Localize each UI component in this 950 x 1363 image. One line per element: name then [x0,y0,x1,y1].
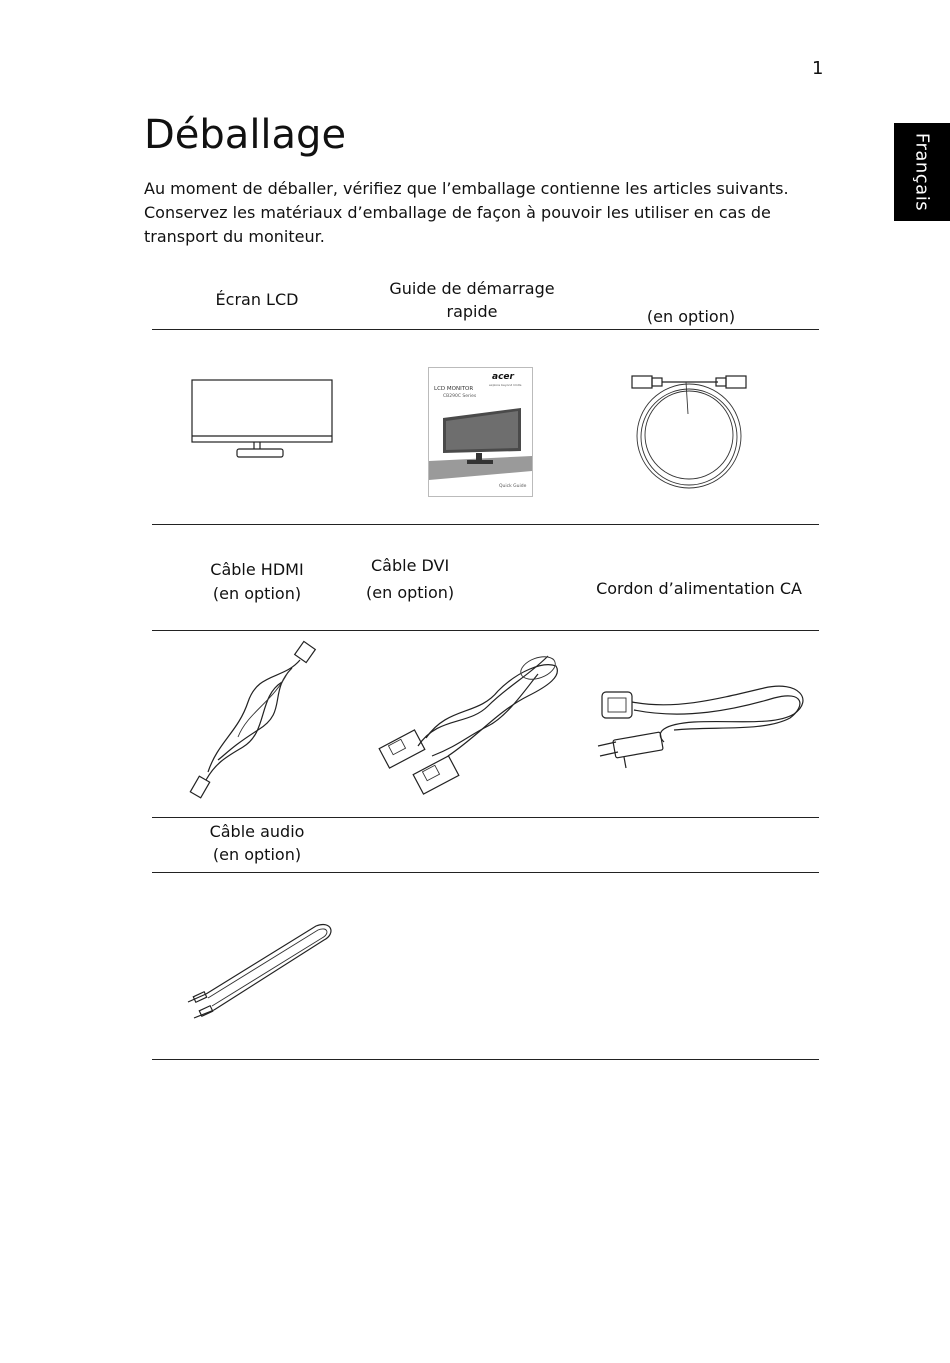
guide-footer: Quick Guide [499,484,527,489]
page-number: 1 [812,58,824,79]
hdmi-cable-illustration [188,642,320,800]
intro-paragraph: Au moment de déballer, vérifiez que l’emballage contienne les articles suivants. Conservez les matériaux d’emballage de façon à pouvoir les utiliser en cas de transport du moniteur. [144,179,789,246]
guide-series-name: CB290C Series [443,394,477,399]
dvi-label-line2: (en option) [366,583,455,602]
acer-logo: acer [492,372,514,382]
language-tab-label: Français [911,132,933,212]
guide-product-name: LCD MONITOR [434,386,474,392]
table-rule [152,817,819,818]
page-title: Déballage [144,112,347,158]
audio-label-line2: (en option) [212,845,302,864]
dvi-cable-illustration [378,646,562,798]
power-cord-illustration [594,680,814,774]
usb-label: (en option) [646,307,736,326]
guide-label [362,277,582,323]
audio-label-line1: Câble audio [209,822,305,841]
guide-label-line2: rapide [446,302,498,321]
hdmi-label [182,558,332,605]
lcd-label: Écran LCD [215,290,299,309]
guide-monitor-photo [429,368,532,496]
audio-label [182,820,332,866]
table-rule [152,872,819,873]
hdmi-label-line2: (en option) [212,584,302,603]
power-cord-label: Cordon d’alimentation CA [596,579,802,598]
guide-label-line1: Guide de démarrage [389,279,555,298]
dvi-label-line1: Câble DVI [371,556,450,575]
acer-tagline: explore beyond limits [489,383,522,387]
table-rule [152,524,819,525]
dvi-label [352,554,472,604]
hdmi-label-line1: Câble HDMI [210,560,304,579]
table-rule [152,329,819,330]
language-tab [894,123,950,221]
audio-cable-illustration [184,922,336,1022]
table-rule [152,630,819,631]
usb-cable-illustration [628,370,750,494]
table-rule [152,1059,819,1060]
quick-guide-illustration [428,367,533,497]
lcd-monitor-illustration [190,378,336,460]
